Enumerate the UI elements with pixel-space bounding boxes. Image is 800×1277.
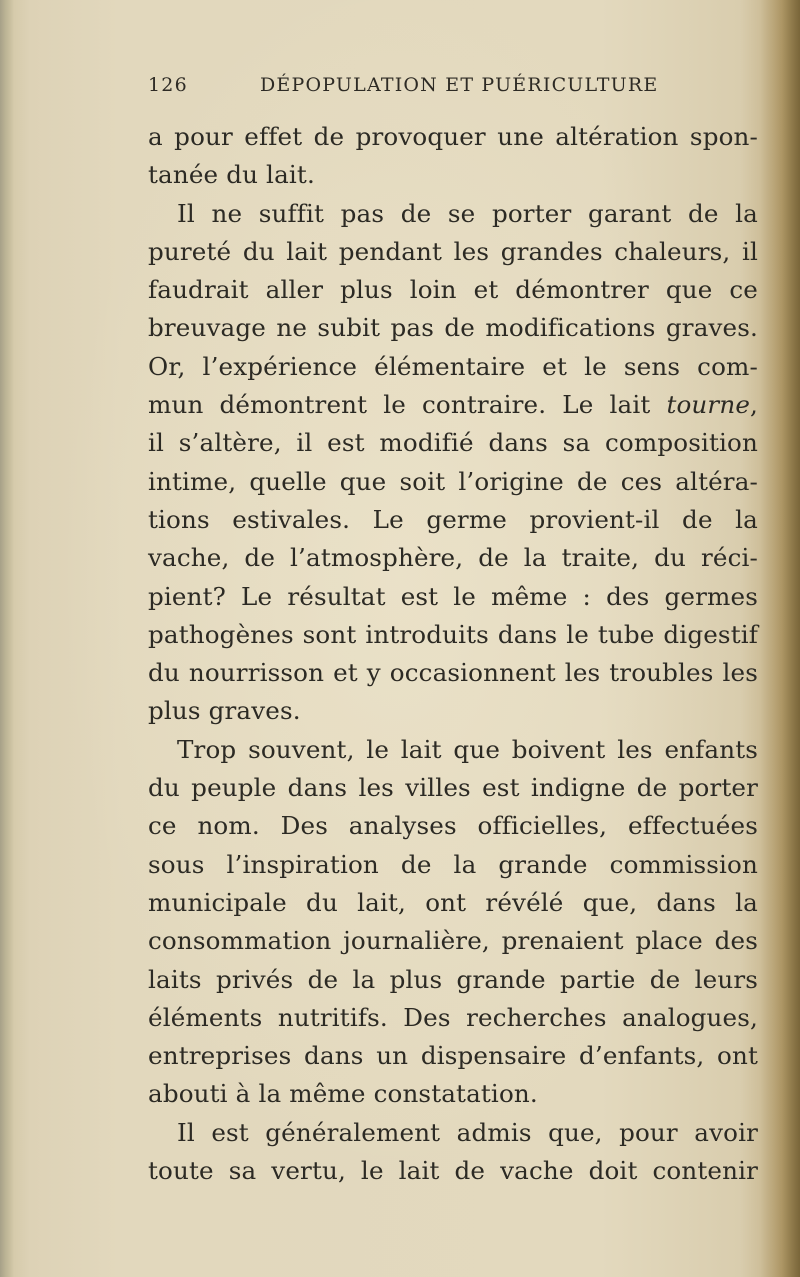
paragraph-start-line: Trop souvent, le lait que boivent les enfants — [177, 734, 758, 764]
text-segment: , — [750, 390, 758, 420]
text-line: municipale du lait, ont révélé que, dans la — [148, 887, 758, 917]
text-line: laits privés de la plus grande partie de leurs — [148, 964, 758, 994]
text-line: pureté du lait pendant les grandes chaleurs, il — [148, 236, 758, 266]
text-line: tanée du lait. — [148, 160, 315, 190]
page-number: 126 — [148, 74, 188, 96]
text-line: abouti à la même constatation. — [148, 1079, 538, 1109]
text-line: vache, de l’atmosphère, de la traite, du réci- — [148, 543, 758, 573]
paragraph-start-line: Il est généralement admis que, pour avoir — [177, 1117, 758, 1147]
text-line: il s’altère, il est modifié dans sa composition — [148, 428, 758, 458]
running-header — [148, 74, 708, 106]
text-line: plus graves. — [148, 696, 301, 726]
paragraph-start-line: Il ne suffit pas de se porter garant de la — [177, 198, 758, 228]
text-line: breuvage ne subit pas de modifications graves. — [148, 313, 758, 343]
text-line: Or, l’expérience élémentaire et le sens com- — [148, 351, 758, 381]
text-line: éléments nutritifs. Des recherches analogues, — [148, 1002, 758, 1032]
text-segment: mun démontrent le contraire. Le lait — [148, 390, 667, 420]
page-edge-right — [760, 0, 800, 1277]
text-line: entreprises dans un dispensaire d’enfants, ont — [148, 1041, 758, 1071]
body-text — [148, 118, 758, 1190]
text-line: du peuple dans les villes est indigne de porter — [148, 773, 758, 803]
text-line: intime, quelle que soit l’origine de ces altéra- — [148, 466, 758, 496]
text-line: pient? Le résultat est le même : des germes — [148, 581, 758, 611]
text-line: consommation journalière, prenaient place des — [148, 926, 758, 956]
running-title: DÉPOPULATION ET PUÉRICULTURE — [260, 74, 659, 96]
text-line: pathogènes sont introduits dans le tube digestif — [148, 619, 758, 649]
text-line: a pour effet de provoquer une altération spon- — [148, 122, 758, 151]
text-line: tions estivales. Le germe provient-il de la — [148, 504, 758, 534]
italic-word: tourne — [666, 390, 751, 420]
text-line: du nourrisson et y occasionnent les troubles les — [148, 658, 758, 688]
text-line: toute sa vertu, le lait de vache doit contenir — [148, 1156, 758, 1186]
text-line: sous l’inspiration de la grande commission — [148, 849, 758, 879]
text-line: faudrait aller plus loin et démontrer que ce — [148, 275, 758, 305]
text-line-with-italic — [148, 386, 758, 424]
page-edge-left — [0, 0, 14, 1277]
text-line: ce nom. Des analyses officielles, effectuées — [148, 811, 758, 841]
